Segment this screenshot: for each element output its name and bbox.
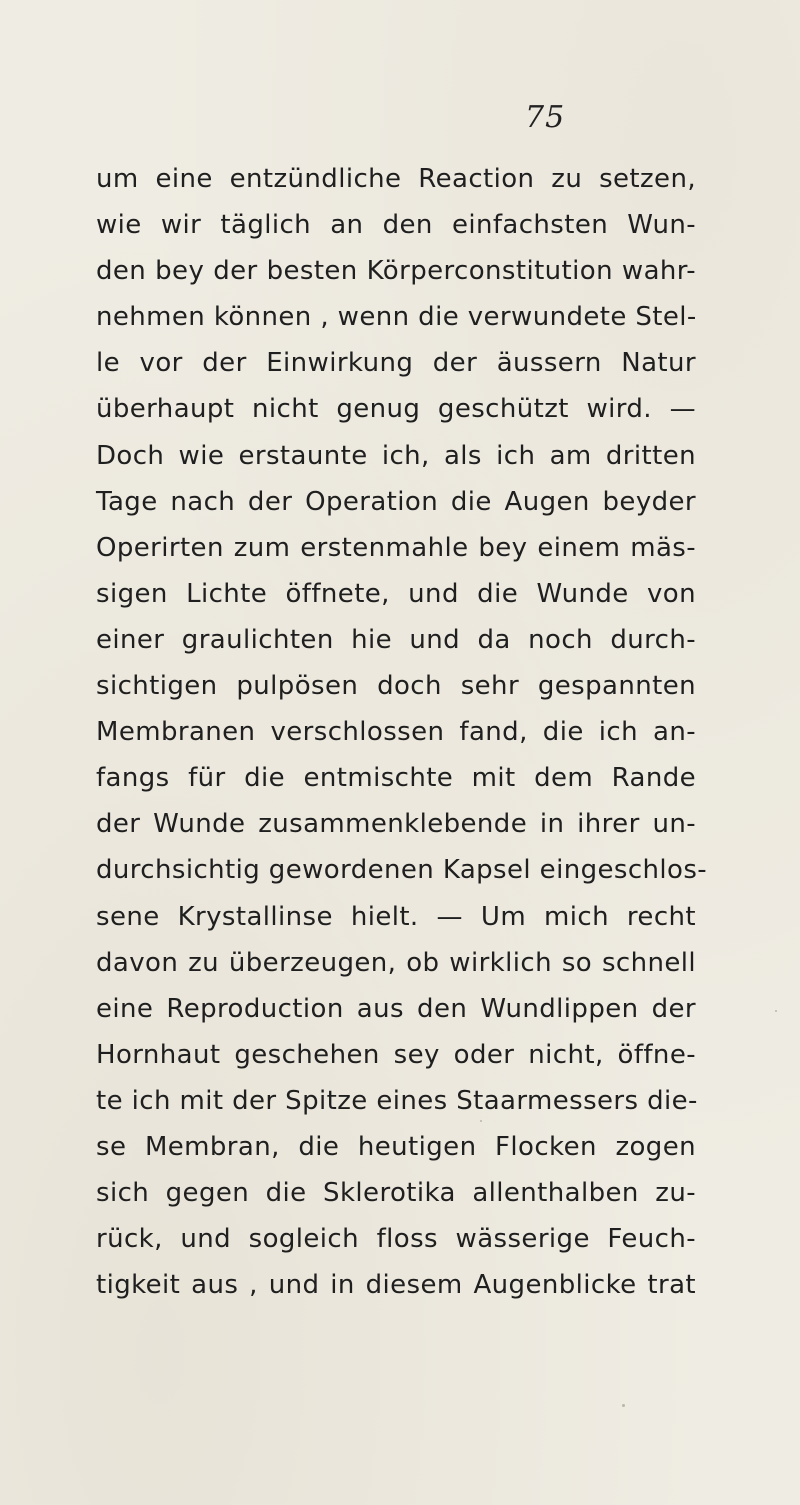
text-line: davon zu überzeugen, ob wirklich so schnell <box>96 947 696 978</box>
text-line: durchsichtig gewordenen Kapsel eingeschlos- <box>96 855 708 886</box>
text-line: überhaupt nicht genug geschützt wird. — <box>96 394 696 425</box>
text-line: te ich mit der Spitze eines Staarmessers die- <box>96 1085 698 1116</box>
text-line: Tage nach der Operation die Augen beyder <box>96 486 696 517</box>
text-line: Membranen verschlossen fand, die ich an- <box>96 717 696 748</box>
text-line: wie wir täglich an den einfachsten Wun- <box>96 210 696 241</box>
text-line: Hornhaut geschehen sey oder nicht, öffne- <box>96 1039 696 1070</box>
paper-speck <box>480 1120 482 1122</box>
text-line: Doch wie erstaunte ich, als ich am dritten <box>96 440 696 471</box>
page-number: 75 <box>525 100 566 135</box>
text-line: einer graulichten hie und da noch durch- <box>96 624 696 655</box>
text-line: tigkeit aus , und in diesem Augenblicke trat <box>96 1270 696 1301</box>
text-line: fangs für die entmischte mit dem Rande <box>96 763 696 794</box>
text-line: der Wunde zusammenklebende in ihrer un- <box>96 809 696 840</box>
text-line: sigen Lichte öffnete, und die Wunde von <box>96 578 696 609</box>
body-text <box>96 156 708 1308</box>
text-line: se Membran, die heutigen Flocken zogen <box>96 1131 696 1162</box>
text-line: rück, und sogleich floss wässerige Feuch- <box>96 1224 696 1255</box>
paper-speck <box>775 1010 777 1012</box>
text-line: nehmen können , wenn die verwundete Stel- <box>96 302 697 333</box>
text-line: le vor der Einwirkung der äussern Natur <box>96 348 696 379</box>
text-line: um eine entzündliche Reaction zu setzen, <box>96 164 696 194</box>
text-line: den bey der besten Körperconstitution wahr- <box>96 256 696 287</box>
text-line: sene Krystallinse hielt. — Um mich recht <box>96 901 696 932</box>
text-line: sichtigen pulpösen doch sehr gespannten <box>96 671 696 702</box>
text-line: eine Reproduction aus den Wundlippen der <box>96 993 696 1024</box>
text-line: sich gegen die Sklerotika allenthalben zu- <box>96 1178 696 1209</box>
text-line: Operirten zum erstenmahle bey einem mäs- <box>96 532 696 563</box>
paper-speck <box>622 1404 625 1407</box>
